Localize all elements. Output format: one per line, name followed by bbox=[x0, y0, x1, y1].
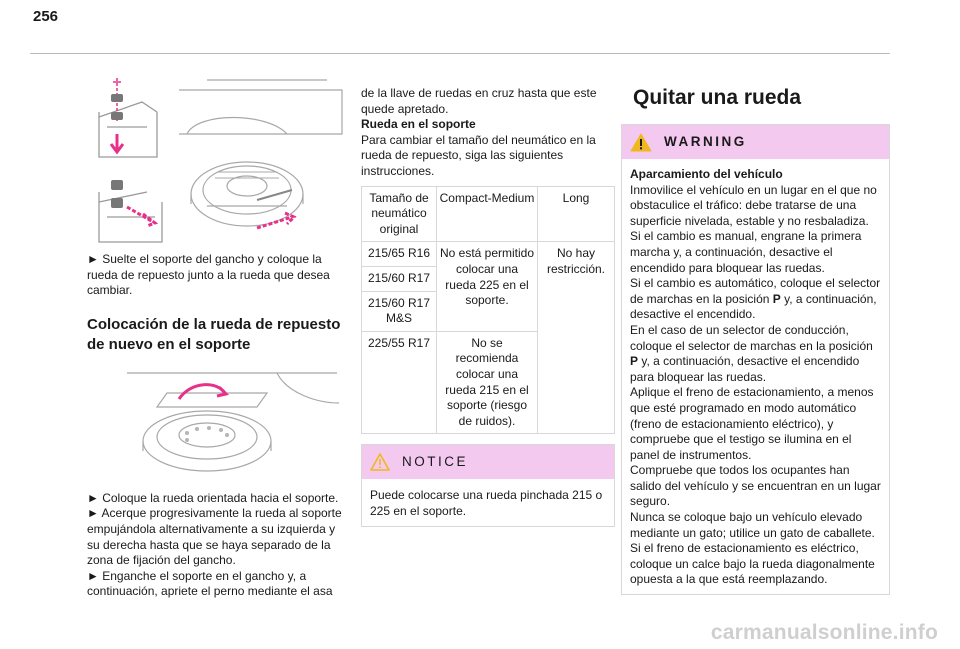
table-header-cell: Compact-Medium bbox=[437, 186, 538, 242]
warning-icon bbox=[630, 133, 652, 152]
warning-line: Si el cambio es manual, engrane la primera marcha y, a continuación, desactive el encendido para bloquear las ruedas. bbox=[630, 229, 862, 275]
warning-line bbox=[630, 276, 881, 323]
table-cell-size: 215/60 R17 M&S bbox=[362, 291, 437, 331]
warning-line: Si el freno de estacionamiento es eléctrico, coloque un calce bajo la rueda diagonalmente opuesta a la que está reemplazando. bbox=[630, 541, 875, 587]
notice-text: Puede colocarse una rueda pinchada 215 o 225 en el soporte. bbox=[370, 488, 603, 518]
warning-line: Compruebe que todos los ocupantes han salido del vehículo y se encuentran en un lugar seguro. bbox=[630, 463, 881, 509]
table-cell-size: 215/65 R16 bbox=[362, 242, 437, 267]
warning-header bbox=[622, 125, 889, 159]
warning-text: y, a continuación, desactive el encendido para bloquear las ruedas. bbox=[630, 354, 860, 384]
table-header-cell: Tamaño de neumático original bbox=[362, 186, 437, 242]
spare-wheel-hook-illustration bbox=[87, 72, 349, 250]
watermark: carmanualsonline.info bbox=[710, 621, 938, 644]
warning-line: Aplique el freno de estacionamiento, a menos que esté programado en modo automático (freno de estacionamiento eléctrico), y compruebe que el testigo se ilumina en el panel de instrumentos. bbox=[630, 385, 874, 462]
table-cell-compact: No está permitido colocar una rueda 225 en el soporte. bbox=[437, 242, 538, 331]
warning-text: y, a continuación, desactive el encendido. bbox=[630, 291, 877, 322]
notice-box bbox=[361, 444, 615, 527]
table-header-row bbox=[362, 186, 615, 242]
section-heading-remove-wheel: Quitar una rueda bbox=[633, 86, 802, 109]
table-cell-long: No hay restricción. bbox=[538, 242, 615, 434]
column-right bbox=[621, 86, 890, 595]
gear-position-p: P bbox=[772, 291, 781, 306]
continued-text: de la llave de ruedas en cruz hasta que este quede apretado. bbox=[361, 86, 597, 116]
table-cell-compact: No se recomienda colocar una rueda 215 en el soporte (riesgo de ruidos). bbox=[437, 331, 538, 434]
warning-text: Si el cambio es automático, coloque el selector de marchas en la posición bbox=[630, 276, 881, 306]
step-hook-support: ► Enganche el soporte en el gancho y, a continuación, apriete el perno mediante el asa bbox=[87, 568, 333, 599]
warning-line: Nunca se coloque bajo un vehículo elevado mediante un gato; utilice un gato de caballete. bbox=[630, 510, 875, 540]
subheading-text: Para cambiar el tamaño del neumático en la rueda de repuesto, siga las siguientes instrucciones. bbox=[361, 132, 596, 178]
column-left bbox=[87, 72, 349, 600]
warning-line: Inmovilice el vehículo en un lugar en el que no obstaculice el tráfico: debe tratarse de una superficie nivelada, estable y no resbaladiza. bbox=[630, 182, 877, 228]
spare-wheel-support-illustration bbox=[87, 363, 349, 485]
gear-position-p: P bbox=[630, 354, 639, 369]
step-push-wheel: ► Acerque progresivamente la rueda al soporte empujándola alternativamente a su izquierda y su derecha hasta que se haya separado de la zona de fijación del gancho. bbox=[87, 506, 342, 568]
tyre-size-table bbox=[361, 186, 615, 435]
column-middle bbox=[361, 86, 615, 527]
notice-title: NOTICE bbox=[402, 454, 469, 470]
warning-body bbox=[622, 159, 889, 594]
table-cell-size: 225/55 R17 bbox=[362, 331, 437, 434]
table-header-cell: Long bbox=[538, 186, 615, 242]
subheading-wheel-in-support: Rueda en el soporte bbox=[361, 117, 476, 132]
step-orient-wheel: ► Coloque la rueda orientada hacia el soporte. bbox=[87, 490, 339, 505]
page-number: 256 bbox=[33, 8, 59, 25]
table-cell-size: 215/60 R17 bbox=[362, 266, 437, 291]
warning-outline-icon bbox=[370, 453, 390, 471]
warning-line bbox=[630, 323, 881, 385]
section-heading-replace-spare: Colocación de la rueda de repuesto de nuevo en el soporte bbox=[87, 315, 341, 353]
warning-subtitle: Aparcamiento del vehículo bbox=[630, 167, 783, 181]
warning-box bbox=[621, 124, 890, 595]
step-release-support: ► Suelte el soporte del gancho y coloque la rueda de repuesto junto a la rueda que desea cambiar. bbox=[87, 252, 330, 298]
warning-title: WARNING bbox=[664, 134, 747, 150]
notice-header bbox=[362, 445, 614, 479]
warning-text: En el caso de un selector de conducción, coloque el selector de marchas en la posición bbox=[630, 322, 873, 353]
header-divider bbox=[30, 53, 890, 54]
table-row bbox=[362, 242, 615, 267]
